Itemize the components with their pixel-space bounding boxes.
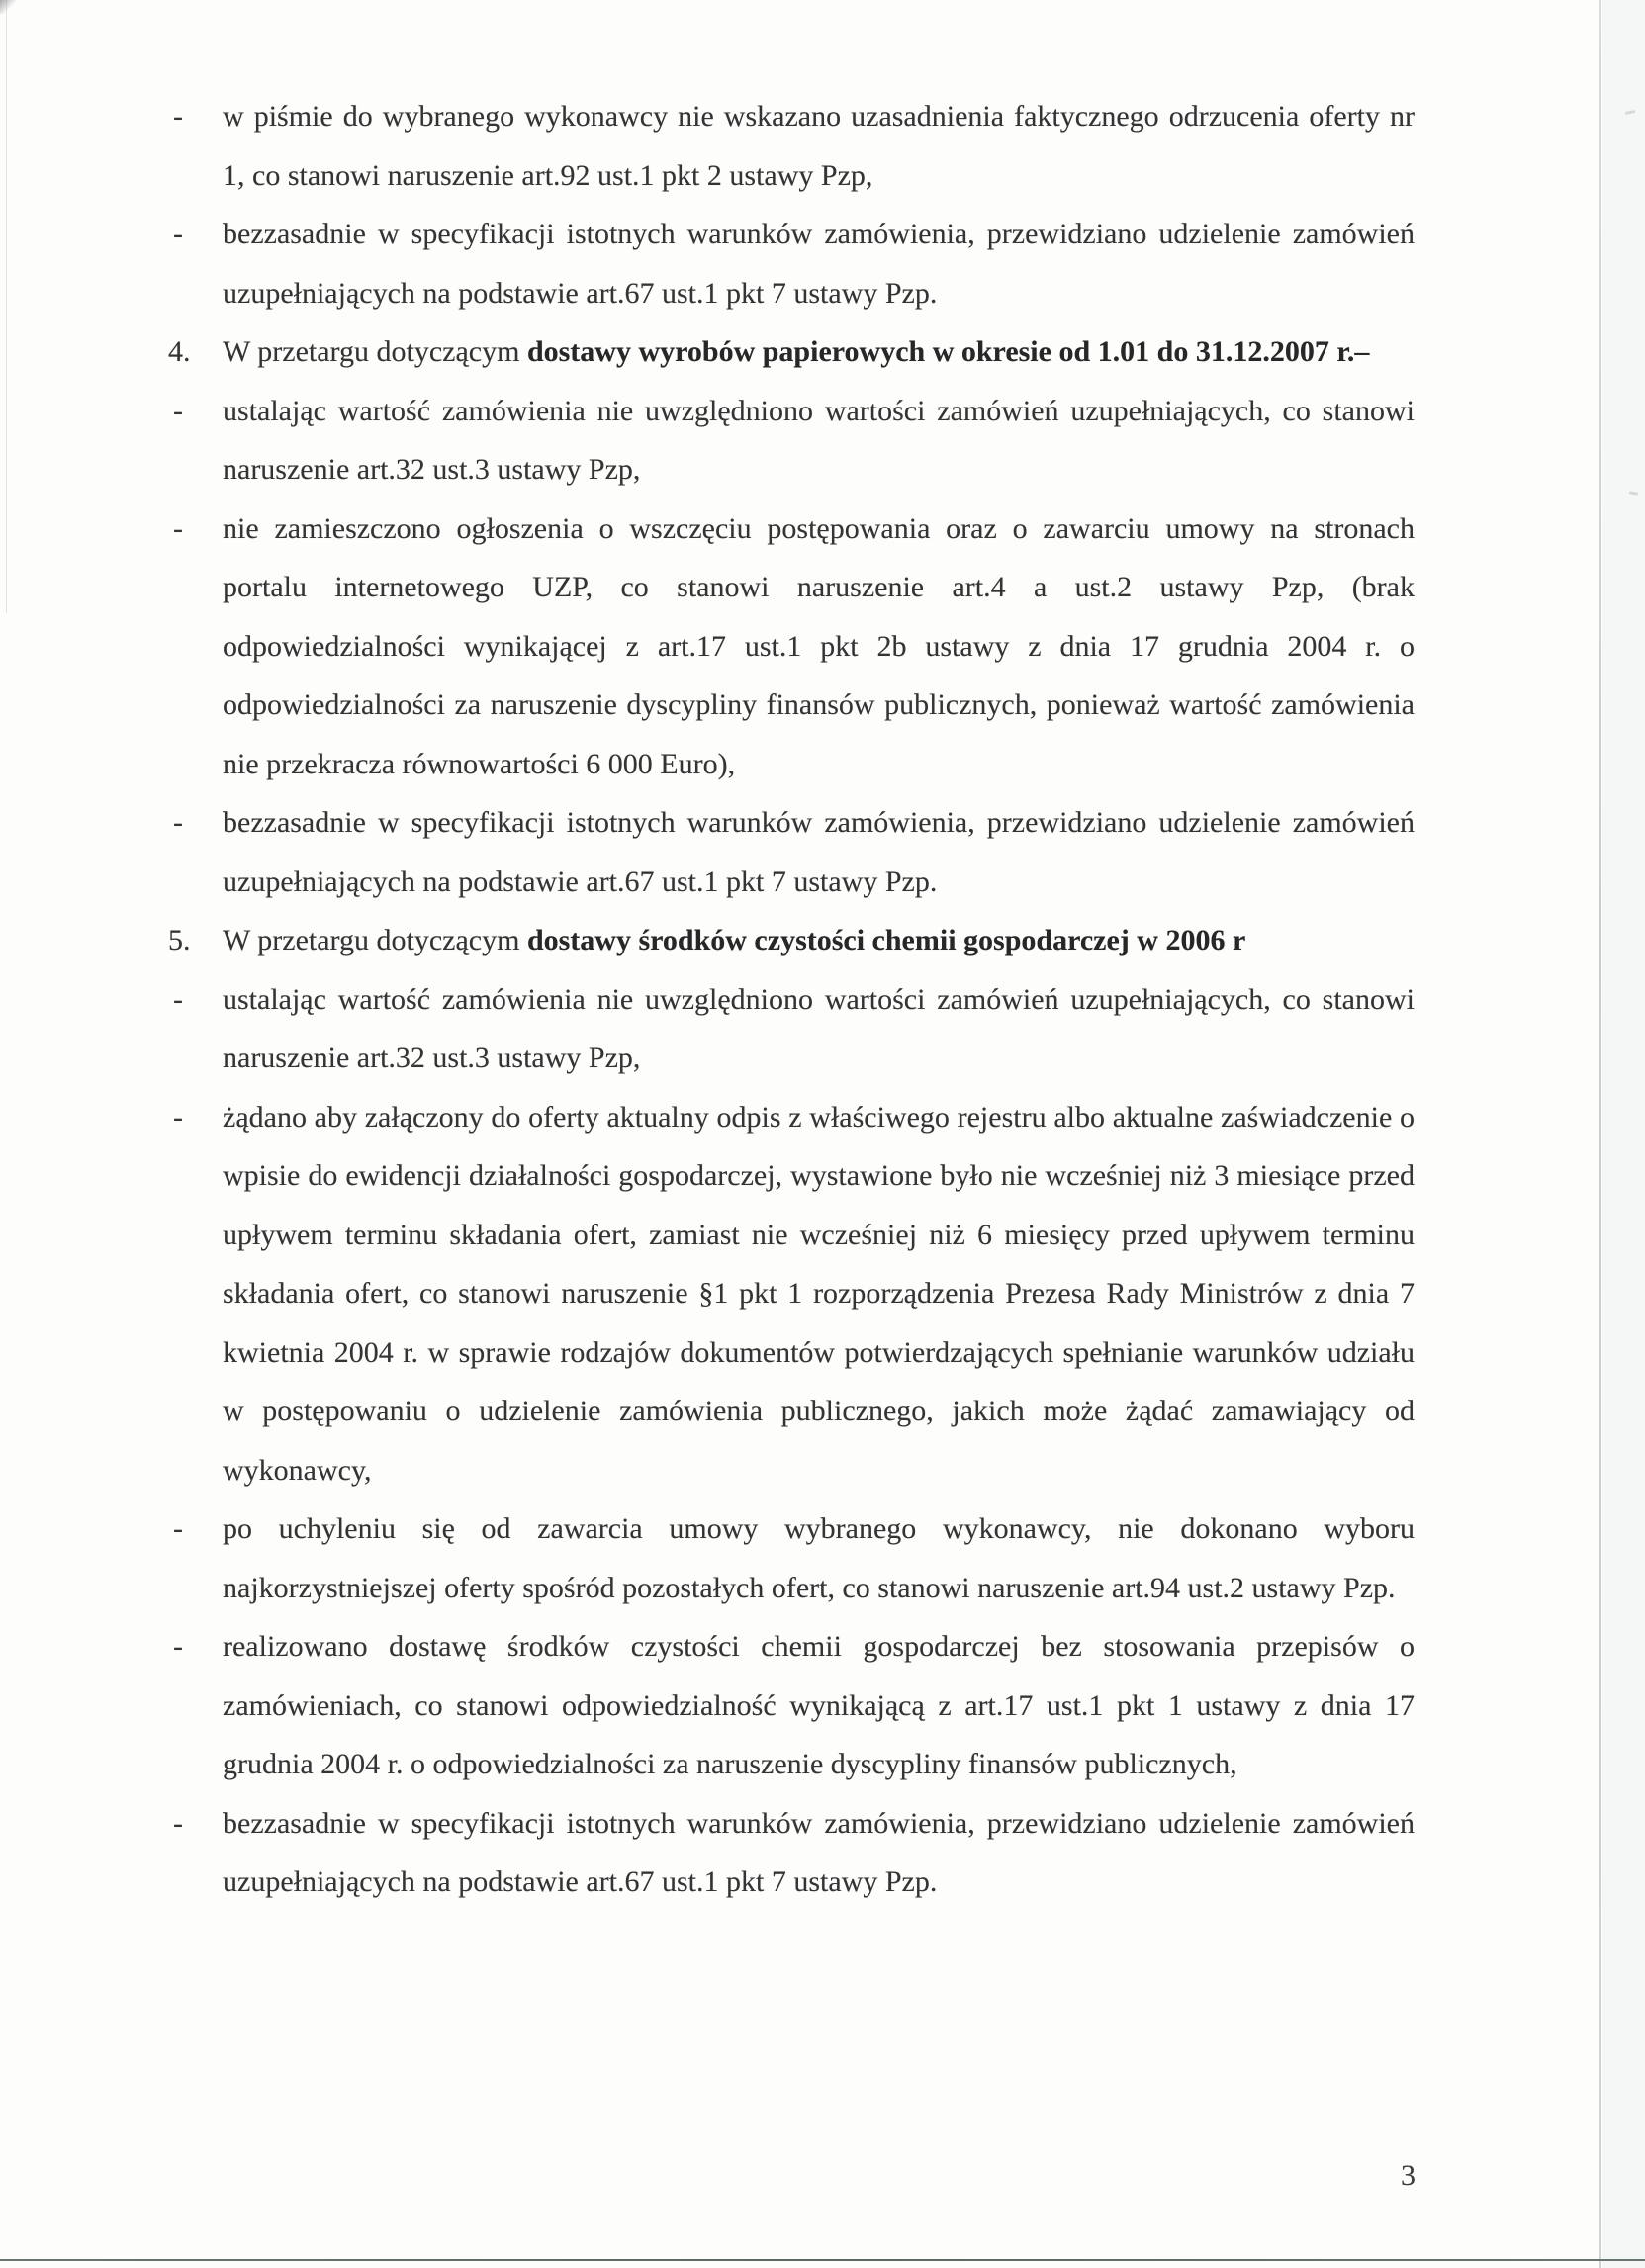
item-bold-title: dostawy środków czystości chemii gospodarczej w 2006 r xyxy=(526,924,1246,956)
numbered-item-5 xyxy=(168,911,1415,970)
list-item-text: w piśmie do wybranego wykonawcy nie wskazano uzasadnienia faktycznego odrzucenia oferty nr 1, co stanowi naruszenie art.92 ust.1 pkt 2 ustawy Pzp, xyxy=(223,100,1415,192)
list-item xyxy=(168,793,1415,911)
dash-bullet: - xyxy=(173,394,183,427)
page-number: 3 xyxy=(1401,2159,1416,2192)
document-body xyxy=(168,87,1415,1912)
item-number: 5. xyxy=(168,924,191,956)
dash-bullet: - xyxy=(173,100,183,133)
list-item xyxy=(168,382,1415,499)
list-item xyxy=(168,1617,1415,1794)
list-item xyxy=(168,1088,1415,1500)
list-item-text: ustalając wartość zamówienia nie uwzględniono wartości zamówień uzupełniających, co stanowi naruszenie art.32 ust.3 ustawy Pzp, xyxy=(223,394,1415,486)
list-item-text: ustalając wartość zamówienia nie uwzględniono wartości zamówień uzupełniających, co stanowi naruszenie art.32 ust.3 ustawy Pzp, xyxy=(223,982,1415,1074)
dash-bullet: - xyxy=(173,982,183,1016)
list-item-text: po uchyleniu się od zawarcia umowy wybranego wykonawcy, nie dokonano wyboru najkorzystniejszej oferty spośród pozostałych ofert, co stanowi naruszenie art.94 ust.2 ustawy Pzp. xyxy=(223,1512,1415,1604)
list-item-text: bezzasadnie w specyfikacji istotnych warunków zamówienia, przewidziano udzielenie zamówień uzupełniających na podstawie art.67 ust.1 pkt 7 ustawy Pzp. xyxy=(223,806,1415,898)
scan-bottom-edge-line xyxy=(0,2259,1645,2261)
list-item-text: żądano aby załączony do oferty aktualny odpis z właściwego rejestru albo aktualne zaświadczenie o wpisie do ewidencji działalności gospodarczej, wystawione było nie wcześniej niż 3 miesiące przed upływem terminu składania ofert, zamiast nie wcześniej niż 6 miesięcy przed upływem terminu składania ofert, co stanowi naruszenie §1 pkt 1 rozporządzenia Prezesa Rady Ministrów z dnia 7 kwietnia 2004 r. w sprawie rodzajów dokumentów potwierdzających spełnianie warunków udziału w postępowaniu o udzielenie zamówienia publicznego, jakich może żądać zamawiający od wykonawcy, xyxy=(223,1100,1415,1487)
dash-bullet: - xyxy=(173,806,183,839)
scan-right-strip xyxy=(1602,0,1645,2268)
list-item xyxy=(168,205,1415,322)
list-item xyxy=(168,499,1415,794)
dash-bullet: - xyxy=(173,1512,183,1545)
item-lead-text: W przetargu dotyczącym xyxy=(223,335,527,368)
item-lead-text: W przetargu dotyczącym xyxy=(223,924,527,956)
scan-corner-mark xyxy=(0,0,20,14)
dash-bullet: - xyxy=(173,1100,183,1134)
dash-bullet: - xyxy=(173,218,183,250)
list-item-text: bezzasadnie w specyfikacji istotnych warunków zamówienia, przewidziano udzielenie zamówień uzupełniających na podstawie art.67 ust.1 pkt 7 ustawy Pzp. xyxy=(223,1806,1415,1898)
dash-bullet: - xyxy=(173,1806,183,1840)
numbered-item-4 xyxy=(168,322,1415,382)
list-item-text: realizowano dostawę środków czystości chemii gospodarczej bez stosowania przepisów o zamówieniach, co stanowi odpowiedzialność wynikającą z art.17 ust.1 pkt 1 ustawy z dnia 17 grudnia 2004 r. o odpowiedzialności za naruszenie dyscypliny finansów publicznych, xyxy=(223,1630,1415,1780)
dash-bullet: - xyxy=(173,1630,183,1663)
dash-bullet: - xyxy=(173,511,183,545)
list-item-text: nie zamieszczono ogłoszenia o wszczęciu postępowania oraz o zawarciu umowy na stronach portalu internetowego UZP, co stanowi naruszenie art.4 a ust.2 ustawy Pzp, (brak odpowiedzialności wynikającej z art.17 ust.1 pkt 2b ustawy z dnia 17 grudnia 2004 r. o odpowiedzialności za naruszenie dyscypliny finansów publicznych, ponieważ wartość zamówienia nie przekracza równowartości 6 000 Euro), xyxy=(223,511,1415,780)
list-item xyxy=(168,87,1415,205)
list-item-text xyxy=(223,924,1245,956)
list-item xyxy=(168,1499,1415,1617)
list-item-text xyxy=(223,335,1369,368)
item-bold-title: dostawy wyrobów papierowych w okresie od 1.01 do 31.12.2007 r.– xyxy=(526,335,1370,368)
scan-left-edge-line xyxy=(6,0,7,613)
list-item xyxy=(168,1794,1415,1912)
item-number: 4. xyxy=(168,335,191,368)
list-item-text: bezzasadnie w specyfikacji istotnych warunków zamówienia, przewidziano udzielenie zamówień uzupełniających na podstawie art.67 ust.1 pkt 7 ustawy Pzp. xyxy=(223,218,1415,310)
list-item xyxy=(168,970,1415,1088)
scan-right-edge-line xyxy=(1599,0,1601,2268)
